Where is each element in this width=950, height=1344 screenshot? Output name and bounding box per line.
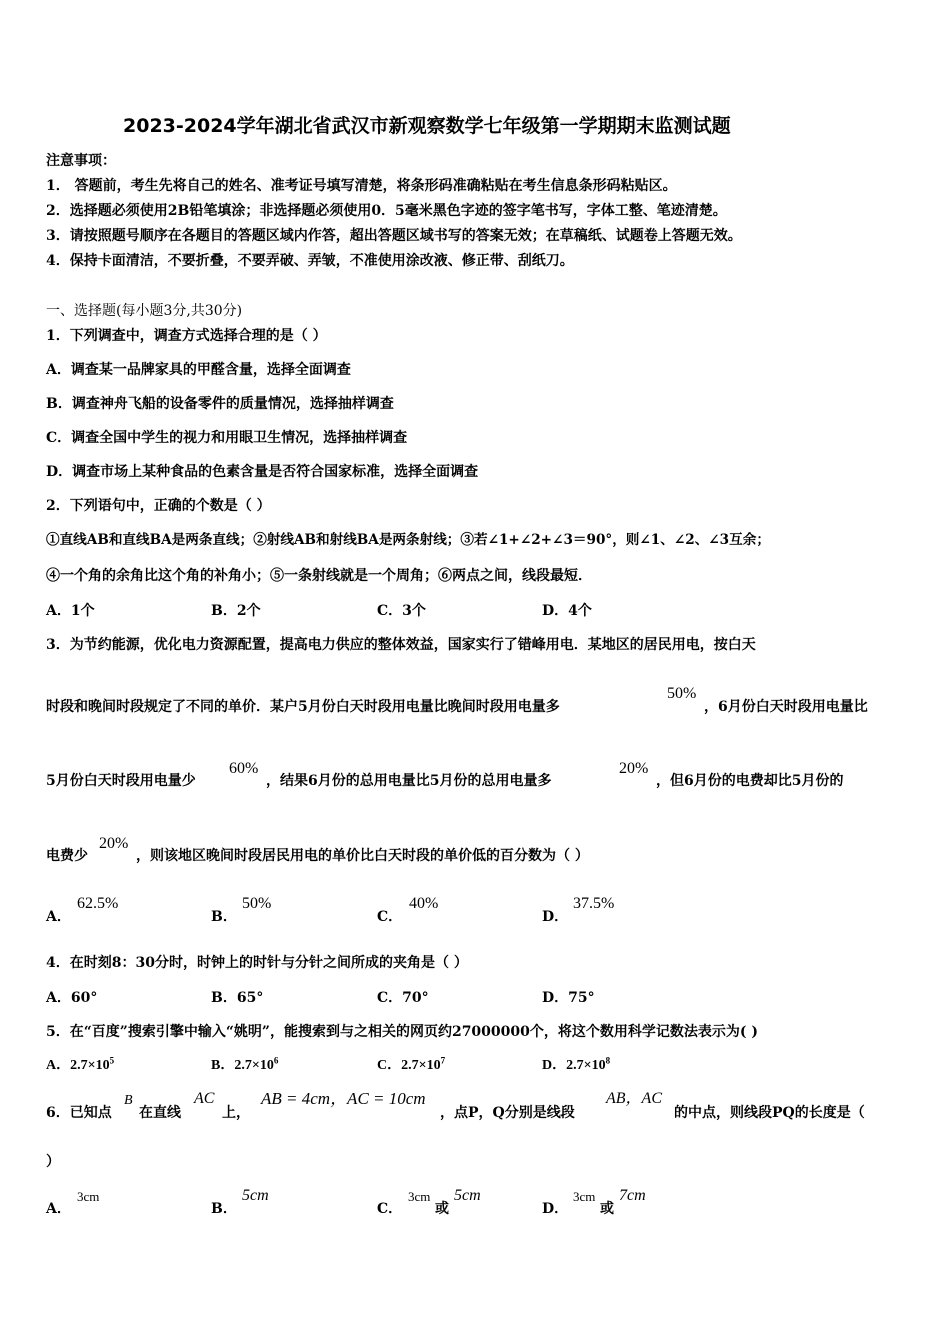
question-3-percent-50: 50% (667, 685, 697, 702)
question-6-text-4: ，点P，Q分别是线段 (440, 1105, 575, 1121)
question-6-text-3: 上， (222, 1105, 250, 1121)
question-3-percent-60: 60% (229, 760, 259, 777)
question-5-option-d (542, 1055, 611, 1074)
question-3-line2a: 时段和晚间时段规定了不同的单价．某户5月份白天时段用电量比晚间时段用电量多 (46, 699, 560, 715)
option-exponent: 6 (273, 1055, 279, 1066)
question-2-option-b: B．2个 (211, 603, 261, 619)
question-2-statements-line2: ④一个角的余角比这个角的补角小；⑤一条射线就是一个周角；⑥两点之间，线段最短． (46, 568, 592, 584)
option-label: C． (377, 1058, 402, 1073)
option-mantissa: 2.7×10 (401, 1058, 441, 1073)
question-3-line1: 3．为节约能源，优化电力资源配置，提高电力供应的整体效益，国家实行了错峰用电．某地区的居民用电，按白天 (46, 637, 756, 653)
question-4-option-b: B．65° (211, 990, 264, 1006)
question-1-option-a: A．调查某一品牌家具的甲醛含量，选择全面调查 (46, 362, 351, 378)
question-2-option-d: D．4个 (542, 603, 592, 619)
question-3-line4a: 电费少 (46, 848, 88, 864)
question-5-option-b (211, 1055, 279, 1074)
notice-item: 2．选择题必须使用2B铅笔填涂；非选择题必须使用0．5毫米黑色字迹的签字笔书写，字体工整、笔迹清楚。 (46, 203, 727, 219)
question-6-text-1: 6．已知点 (46, 1105, 112, 1121)
question-2-option-a: A．1个 (46, 603, 95, 619)
question-2-stem: 2．下列语句中，正确的个数是（ ） (46, 498, 271, 514)
question-3-option-b-value: 50% (242, 895, 272, 912)
question-4-option-c: C．70° (377, 990, 429, 1006)
question-6-segments: AB，AC (606, 1090, 662, 1107)
question-3-line3b: ，结果6月份的总用电量比5月份的总用电量多 (266, 773, 552, 789)
option-exponent: 8 (605, 1055, 611, 1066)
question-6-option-d-label: D． (542, 1201, 569, 1217)
question-6-option-d-value-1: 3cm (573, 1189, 596, 1204)
question-6-given: AB = 4cm，AC = 10cm (261, 1089, 426, 1108)
notice-item: 3．请按照题号顺序在各题目的答题区域内作答，超出答题区域书写的答案无效；在草稿纸、试题卷上答题无效。 (46, 228, 742, 244)
question-6-option-b-value: 5cm (242, 1187, 269, 1204)
notice-item: 1． 答题前，考生先将自己的姓名、准考证号填写清楚，将条形码准确粘贴在考生信息条形码粘贴区。 (46, 178, 677, 194)
question-3-line3c: ，但6月份的电费却比5月份的 (656, 773, 844, 789)
question-3-option-c-label: C． (377, 909, 403, 925)
question-3-option-d-value: 37.5% (573, 895, 615, 912)
question-6-option-c-label: C． (377, 1201, 403, 1217)
question-5-stem: 5．在“百度”搜索引擎中输入“姚明”，能搜索到与之相关的网页约27000000个，将这个数用科学记数法表示为( ) (46, 1024, 759, 1040)
question-6-point-b: B (124, 1093, 133, 1108)
page-title: 2023-2024学年湖北省武汉市新观察数学七年级第一学期期末监测试题 (123, 115, 731, 137)
question-2-statements-line1: ①直线AB和直线BA是两条直线；②射线AB和射线BA是两条射线；③若∠1+∠2+∠3＝90°，则∠1、∠2、∠3互余； (46, 532, 770, 548)
option-exponent: 5 (109, 1055, 115, 1066)
option-label: B． (211, 1058, 235, 1073)
question-6-text-5: 的中点，则线段PQ的长度是（ (674, 1105, 865, 1121)
question-6-option-c-or: 或 (435, 1201, 449, 1217)
question-3-line3a: 5月份白天时段用电量少 (46, 773, 196, 789)
option-mantissa: 2.7×10 (566, 1058, 606, 1073)
question-3-line2b: ，6月份白天时段用电量比 (704, 699, 868, 715)
option-label: D． (542, 1058, 567, 1073)
notice-item: 4．保持卡面清洁，不要折叠，不要弄破、弄皱，不准使用涂改液、修正带、刮纸刀。 (46, 253, 574, 269)
question-1-stem: 1．下列调查中，调查方式选择合理的是（ ） (46, 328, 327, 344)
question-3-option-a-value: 62.5% (77, 895, 119, 912)
question-6-line-ac: AC (194, 1090, 215, 1107)
question-6-option-d-or: 或 (600, 1201, 614, 1217)
question-6-option-a-label: A． (46, 1201, 71, 1217)
question-6-option-c-value-1: 3cm (408, 1189, 431, 1204)
question-1-option-c: C．调查全国中学生的视力和用眼卫生情况，选择抽样调查 (46, 430, 408, 446)
question-3-percent-20: 20% (619, 760, 649, 777)
question-3-option-c-value: 40% (409, 895, 439, 912)
question-3-option-a-label: A． (46, 909, 71, 925)
question-3-percent-20-fee: 20% (99, 835, 129, 852)
question-3-line4b: ，则该地区晚间时段居民用电的单价比白天时段的单价低的百分数为（ ） (136, 848, 589, 864)
option-mantissa: 2.7×10 (70, 1058, 110, 1073)
option-label: A． (46, 1058, 71, 1073)
question-3-option-d-label: D． (542, 909, 569, 925)
question-4-option-d: D．75° (542, 990, 595, 1006)
question-6-text-2: 在直线 (139, 1105, 181, 1121)
section-heading: 一、选择题(每小题3分,共30分) (46, 303, 243, 319)
question-5-option-c (377, 1055, 446, 1074)
question-5-option-a (46, 1055, 115, 1074)
question-6-option-b-label: B． (211, 1201, 237, 1217)
question-1-option-b: B．调查神舟飞船的设备零件的质量情况，选择抽样调查 (46, 396, 394, 412)
option-exponent: 7 (440, 1055, 446, 1066)
question-6-option-d-value-2: 7cm (619, 1187, 646, 1204)
notice-heading: 注意事项： (46, 153, 116, 169)
question-6-option-a-value: 3cm (77, 1189, 100, 1204)
question-3-option-b-label: B． (211, 909, 237, 925)
question-6-text-6: ） (46, 1154, 60, 1170)
option-mantissa: 2.7×10 (234, 1058, 274, 1073)
question-6-option-c-value-2: 5cm (454, 1187, 481, 1204)
question-4-option-a: A．60° (46, 990, 98, 1006)
question-4-stem: 4．在时刻8：30分时，时钟上的时针与分针之间所成的夹角是（ ） (46, 955, 468, 971)
question-2-option-c: C．3个 (377, 603, 426, 619)
question-1-option-d: D．调查市场上某种食品的色素含量是否符合国家标准，选择全面调查 (46, 464, 479, 480)
